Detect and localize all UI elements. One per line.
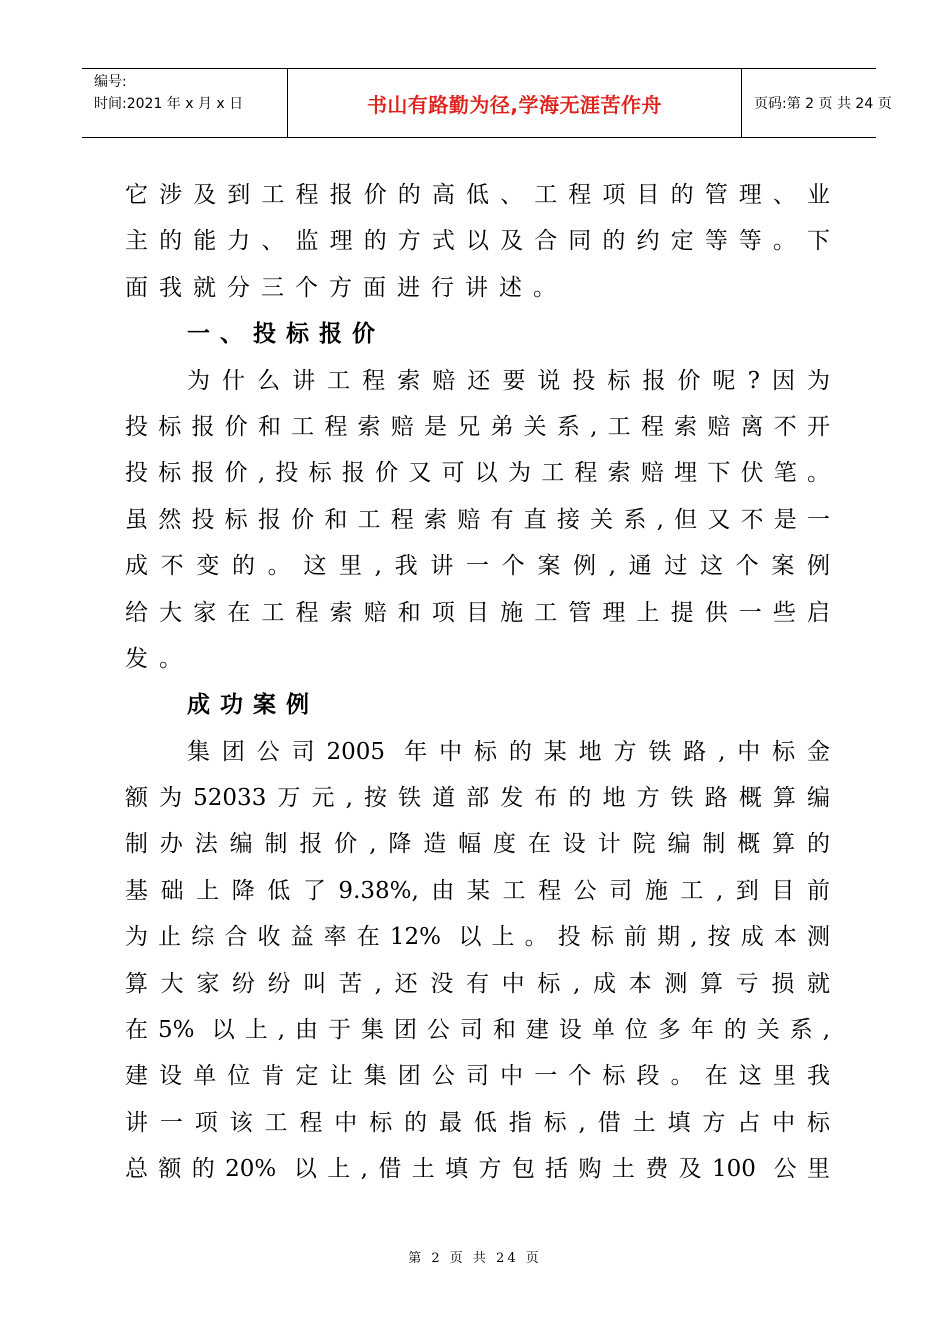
body-line: 投标报价,投标报价又可以为工程索赔埋下伏笔。 — [125, 460, 830, 487]
body-line: 发。 — [125, 645, 193, 672]
body-line: 成不变的。这里,我讲一个案例,通过这个案例 — [125, 553, 830, 580]
subsection-heading: 成功案例 — [187, 692, 319, 719]
document-number-label: 编号: — [94, 74, 127, 90]
header-motto-cell — [287, 69, 742, 137]
body-line: 为止综合收益率在12% 以上。投标前期,按成本测 — [125, 924, 830, 951]
body-line: 给大家在工程索赔和项目施工管理上提供一些启 — [125, 599, 830, 626]
body-line: 基础上降低了9.38%,由某工程公司施工,到目前 — [125, 877, 830, 904]
body-line: 集团公司2005 年中标的某地方铁路,中标金 — [187, 738, 830, 765]
body-line: 面我就分三个方面进行讲述。 — [125, 274, 567, 301]
body-line: 建设单位肯定让集团公司中一个标段。在这里我 — [125, 1063, 830, 1090]
header-meta — [82, 69, 287, 137]
body-line: 讲一项该工程中标的最低指标,借土填方占中标 — [125, 1109, 830, 1136]
section-heading: 一、投标报价 — [187, 321, 385, 348]
body-line: 总额的20% 以上,借土填方包括购土费及100 公里 — [125, 1156, 830, 1183]
body-line: 为什么讲工程索赔还要说投标报价呢?因为 — [187, 367, 830, 394]
body-line: 在5% 以上,由于集团公司和建设单位多年的关系, — [125, 1017, 830, 1044]
page-footer: 第 2 页 共 24 页 — [408, 1251, 542, 1266]
header-motto: 书山有路勤为径,学海无涯苦作舟 — [366, 92, 663, 117]
page-header — [82, 68, 892, 138]
body-line: 制办法编制报价,降造幅度在设计院编制概算的 — [125, 831, 830, 858]
document-time-label: 时间:2021 年 x 月 x 日 — [94, 96, 244, 112]
document-body — [125, 172, 830, 1193]
body-line: 虽然投标报价和工程索赔有直接关系,但又不是一 — [125, 506, 830, 533]
body-line: 投标报价和工程索赔是兄弟关系,工程索赔离不开 — [125, 413, 830, 440]
body-line: 额为52033万元,按铁道部发布的地方铁路概算编 — [125, 785, 830, 812]
body-line: 算大家纷纷叫苦,还没有中标,成本测算亏损就 — [125, 970, 830, 997]
body-line: 主的能力、监理的方式以及合同的约定等等。下 — [125, 228, 830, 255]
body-line: 它涉及到工程报价的高低、工程项目的管理、业 — [125, 182, 830, 208]
header-page-label: 页码:第 2 页 共 24 页 — [754, 96, 892, 112]
